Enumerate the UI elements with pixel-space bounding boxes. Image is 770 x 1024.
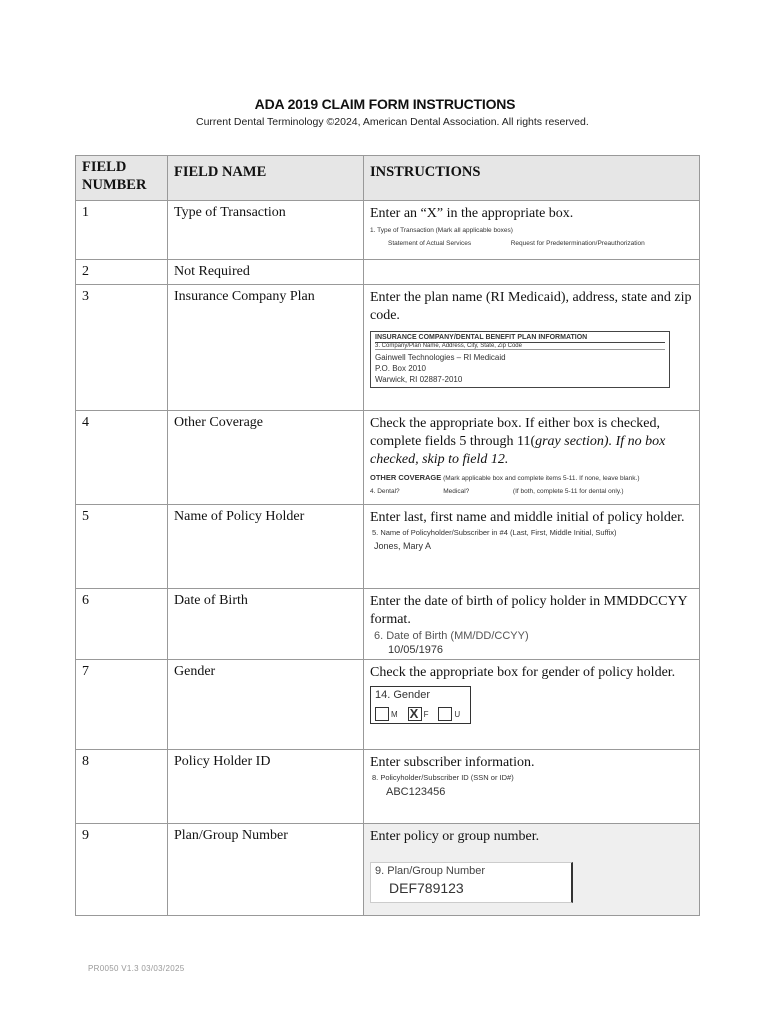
sample-value: Jones, Mary A bbox=[374, 541, 432, 551]
sample-option-medical: Medical? bbox=[443, 488, 470, 495]
table-row bbox=[76, 411, 700, 505]
field-number: 3 bbox=[76, 285, 168, 411]
sample-option-both: (If both, complete 5-11 for dental only.) bbox=[512, 488, 624, 495]
field-name: Gender bbox=[168, 660, 364, 750]
instructions-table bbox=[75, 155, 700, 916]
table-row bbox=[76, 589, 700, 660]
sample-option-actual: Statement of Actual Services bbox=[388, 240, 472, 247]
sample-id-box bbox=[370, 772, 554, 799]
copyright-notice: Current Dental Terminology ©2024, American Dental Association. All rights reserved. bbox=[196, 116, 589, 128]
field-name: Type of Transaction bbox=[168, 201, 364, 260]
instruction-cell bbox=[364, 660, 700, 750]
instruction-text: Enter an “X” in the appropriate box. bbox=[370, 206, 574, 221]
table-row bbox=[76, 285, 700, 411]
sample-header: OTHER COVERAGE bbox=[370, 473, 442, 482]
sample-gender-options bbox=[375, 705, 466, 721]
gender-f: F bbox=[423, 709, 429, 719]
page-title: ADA 2019 CLAIM FORM INSTRUCTIONS bbox=[254, 96, 516, 112]
instruction-cell bbox=[364, 411, 700, 505]
field-number: 1 bbox=[76, 201, 168, 260]
checkbox-male-icon bbox=[375, 707, 389, 721]
instruction-text: Check the appropriate box for gender of policy holder. bbox=[370, 665, 676, 680]
field-name: Insurance Company Plan bbox=[168, 285, 364, 411]
checkbox-unknown-icon bbox=[438, 707, 452, 721]
instruction-cell bbox=[364, 589, 700, 660]
sample-value: ABC123456 bbox=[386, 786, 446, 798]
sample-other-coverage bbox=[370, 473, 693, 482]
sample-label: 5. Name of Policyholder/Subscriber in #4 (Last, First, Middle Initial, Suffix) bbox=[372, 528, 617, 537]
field-number: 7 bbox=[76, 660, 168, 750]
instruction-cell bbox=[364, 505, 700, 589]
sample-label: 6. Date of Birth (MM/DD/CCYY) bbox=[374, 630, 529, 642]
field-name: Policy Holder ID bbox=[168, 750, 364, 824]
sample-plan-box bbox=[370, 862, 573, 903]
header-field-name: FIELD NAME bbox=[168, 156, 364, 201]
field-number: 2 bbox=[76, 260, 168, 285]
gender-m: M bbox=[391, 709, 398, 719]
field-number: 6 bbox=[76, 589, 168, 660]
sample-insurance-box bbox=[370, 331, 670, 388]
field-name: Not Required bbox=[168, 260, 364, 285]
sample-gender-box bbox=[370, 686, 471, 724]
header-field-number: FIELD NUMBER bbox=[76, 156, 168, 201]
sample-header-note: (Mark applicable box and complete items 5-11. If none, leave blank.) bbox=[443, 475, 640, 482]
table-row bbox=[76, 750, 700, 824]
table-row bbox=[76, 201, 700, 260]
instruction-text: Enter subscriber information. bbox=[370, 755, 535, 770]
instruction-text: Enter policy or group number. bbox=[370, 829, 540, 844]
checkbox-female-checked-icon bbox=[408, 707, 422, 721]
instruction-text: Enter the plan name (RI Medicaid), address, state and zip code. bbox=[370, 290, 692, 323]
field-name: Name of Policy Holder bbox=[168, 505, 364, 589]
table-row bbox=[76, 260, 700, 285]
sample-label: 14. Gender bbox=[375, 689, 431, 701]
sample-label: 3. Company/Plan Name, Address, City, State, Zip Code bbox=[375, 343, 665, 350]
sample-dob-box bbox=[370, 629, 553, 657]
field-name: Date of Birth bbox=[168, 589, 364, 660]
instruction-italic: gray section). If no box checked, skip to field 12. bbox=[370, 434, 666, 467]
instruction-cell bbox=[364, 285, 700, 411]
header-instructions: INSTRUCTIONS bbox=[364, 156, 700, 201]
sample-label: 8. Policyholder/Subscriber ID (SSN or ID#) bbox=[372, 773, 514, 782]
sample-label: 1. Type of Transaction (Mark all applicable boxes) bbox=[370, 227, 513, 234]
table-row bbox=[76, 505, 700, 589]
sample-option-dental: 4. Dental? bbox=[370, 488, 400, 495]
instruction-text: Enter the date of birth of policy holder in MMDDCCYY format. bbox=[370, 594, 688, 627]
form-footer: PR0050 V1.3 03/03/2025 bbox=[88, 964, 185, 973]
instruction-plain: Check the appropriate box. If either box is checked, complete fields 5 through 11( bbox=[370, 416, 661, 449]
sample-name-box bbox=[370, 527, 669, 552]
sample-value: 10/05/1976 bbox=[388, 644, 444, 656]
instruction-cell bbox=[364, 260, 700, 285]
sample-options bbox=[370, 240, 693, 247]
table-row bbox=[76, 824, 700, 916]
gender-u: U bbox=[454, 709, 461, 719]
instruction-text bbox=[370, 415, 693, 469]
field-number: 5 bbox=[76, 505, 168, 589]
sample-option-predetermination: Request for Predetermination/Preauthorization bbox=[510, 240, 645, 247]
field-name: Plan/Group Number bbox=[168, 824, 364, 916]
instruction-text: Enter last, first name and middle initial of policy holder. bbox=[370, 510, 685, 525]
instruction-cell bbox=[364, 750, 700, 824]
sample-options bbox=[370, 488, 693, 495]
instruction-cell bbox=[364, 824, 700, 916]
instruction-cell bbox=[364, 201, 700, 260]
sample-line: P.O. Box 2010 bbox=[375, 364, 426, 373]
sample-header: INSURANCE COMPANY/DENTAL BENEFIT PLAN INFORMATION bbox=[375, 334, 665, 343]
sample-line: Warwick, RI 02887-2010 bbox=[375, 375, 463, 384]
table-header-row bbox=[76, 156, 700, 201]
field-number: 4 bbox=[76, 411, 168, 505]
field-number: 9 bbox=[76, 824, 168, 916]
table-row bbox=[76, 660, 700, 750]
field-name: Other Coverage bbox=[168, 411, 364, 505]
sample-value: DEF789123 bbox=[389, 880, 464, 896]
sample-label: 9. Plan/Group Number bbox=[375, 865, 486, 877]
field-number: 8 bbox=[76, 750, 168, 824]
sample-line: Gainwell Technologies – RI Medicaid bbox=[375, 353, 506, 362]
